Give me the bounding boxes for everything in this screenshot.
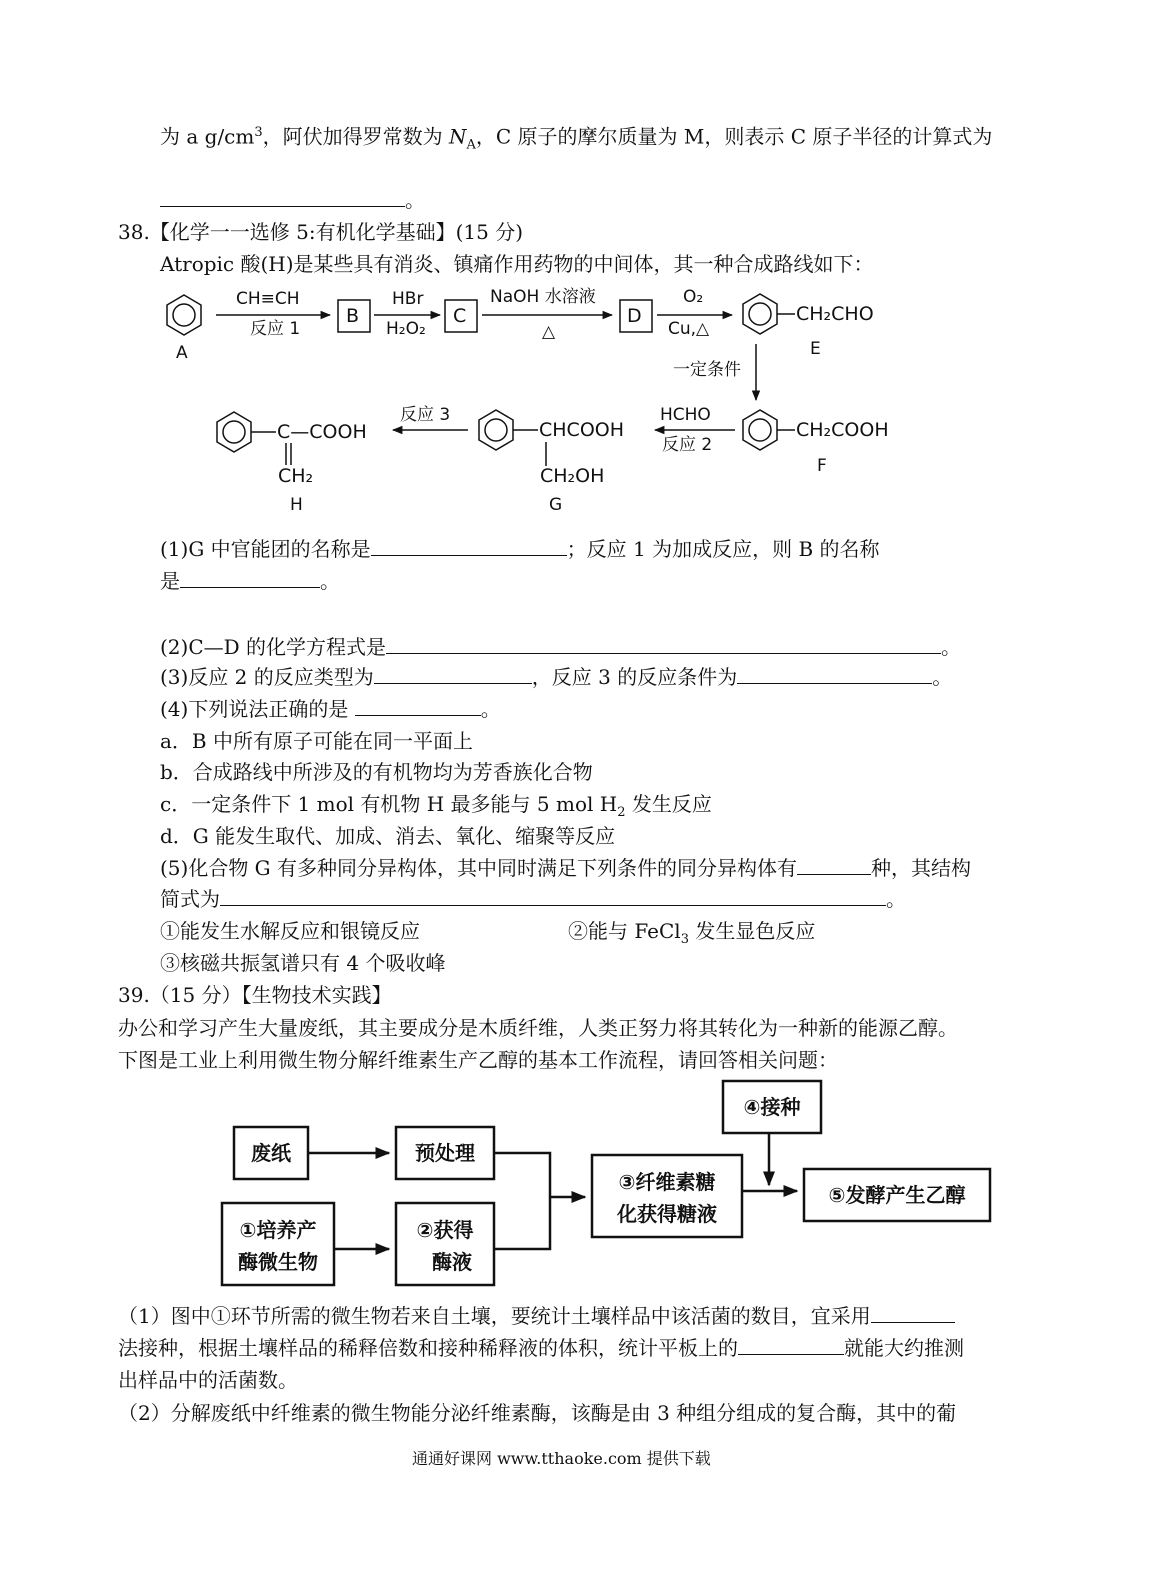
benzene-ring-icon [479,410,513,450]
group-E: CH₂CHO [796,303,874,325]
q38-part1-cont: 是 。 [160,569,340,593]
q39-intro-1: 办公和学习产生大量废纸，其主要成分是木质纤维，人类正努力将其转化为一种新的能源乙醇。 [118,1016,958,1040]
flow-fermentation: ⑤发酵产生乙醇 [828,1183,966,1207]
answer-blank[interactable] [374,665,532,684]
group-H: C—COOH [277,421,367,443]
process-flowchart [200,1075,1000,1297]
condition-1: ①能发生水解反应和银镜反应 [160,919,420,943]
flow-sugar-line2: 化获得糖液 [617,1202,717,1226]
q39-part1-cont: 法接种，根据土壤样品的稀释倍数和接种稀释液的体积，统计平板上的 就能大约推测 [118,1336,964,1360]
q38-part2: (2)C—D 的化学方程式是 。 [160,635,962,659]
option-d: d．G 能发生取代、加成、消去、氧化、缩聚等反应 [160,824,616,848]
heat-symbol: △ [542,322,556,342]
q39-heading: 39.（15 分）【生物技术实践】 [118,983,392,1007]
q37-answer-line: 。 [160,188,425,212]
condition-2: ②能与 FeCl$_3$ 发生显色反应 [568,919,816,947]
group-G: CHCOOH [539,419,625,441]
flow-enzyme-line2: 酶液 [432,1250,472,1274]
option-c: c．一定条件下 1 mol 有机物 H 最多能与 5 mol $H_2$ 发生反应 [160,792,712,820]
reagent-O2: O₂ [683,287,704,307]
option-a: a．B 中所有原子可能在同一平面上 [160,729,473,753]
q37-line1: 为 a $g/cm^3$，阿伏加得罗常数为 $N_A$，C 原子的摩尔质量为 M，则表示 C 原子半径的计算式为 [160,124,993,153]
benzene-ring-icon [217,412,251,452]
reaction-2-label: 反应 2 [662,435,713,455]
reagent-NaOH: NaOH 水溶液 [490,287,596,307]
reaction-1-label: 反应 1 [250,319,301,339]
reaction-3-label: 反应 3 [400,405,451,425]
answer-blank[interactable] [160,188,405,207]
answer-blank[interactable] [371,537,567,556]
reagent-HBr: HBr [392,289,424,309]
condition-3: ③核磁共振氢谱只有 4 个吸收峰 [160,951,446,975]
group-G-sub: CH₂OH [540,465,605,487]
answer-blank[interactable] [355,697,481,716]
box-D: D [627,305,642,327]
reagent-Cu-heat: Cu,△ [668,319,710,339]
q39-part2: （2）分解废纸中纤维素的微生物能分泌纤维素酶，该酶是由 3 种组分组成的复合酶，其中的葡 [118,1401,957,1425]
benzene-ring-icon [743,410,777,450]
reagent-HCHO: HCHO [660,405,711,425]
q38-part3: (3)反应 2 的反应类型为 ，反应 3 的反应条件为 。 [160,665,953,689]
answer-blank[interactable] [738,1336,844,1355]
benzene-ring-icon [743,294,777,334]
q39-intro-2: 下图是工业上利用微生物分解纤维素生产乙醇的基本工作流程，请回答相关问题： [118,1048,838,1072]
synthesis-scheme [150,282,930,518]
flow-waste-paper: 废纸 [251,1141,291,1165]
label-H: H [290,495,303,515]
q38-part1: (1)G 中官能团的名称是 ；反应 1 为加成反应，则 B 的名称 [160,537,880,561]
answer-blank[interactable] [180,569,320,588]
reagent-H2O2: H₂O₂ [386,319,426,339]
box-B: B [346,305,360,327]
flow-sugar-line1: ③纤维素糖 [618,1170,716,1194]
answer-blank[interactable] [871,1304,955,1323]
reagent-acetylene: CH≡CH [236,289,300,309]
q39-part1: （1）图中①环节所需的微生物若来自土壤，要统计土壤样品中该活菌的数目，宜采用 [118,1304,955,1328]
q38-part5-cont: 简式为 。 [160,887,906,911]
flow-pretreatment: 预处理 [415,1141,475,1165]
answer-blank[interactable] [220,887,886,906]
label-F: F [817,456,827,476]
option-b: b．合成路线中所涉及的有机物均为芳香族化合物 [160,760,593,784]
condition-label: 一定条件 [673,360,741,380]
box-C: C [453,305,467,327]
benzene-ring-icon [167,295,201,335]
answer-blank[interactable] [737,665,932,684]
group-F: CH₂COOH [796,419,889,441]
answer-blank[interactable] [386,635,941,654]
q38-intro: Atropic 酸(H)是某些具有消炎、镇痛作用药物的中间体，其一种合成路线如下： [160,252,874,276]
flow-inoculate: ④接种 [743,1095,801,1119]
flow-enzyme-line1: ②获得 [416,1218,474,1242]
page-footer: 通通好课网 www.tthaoke.com 提供下载 [412,1449,711,1468]
q39-part1-end: 出样品中的活菌数。 [118,1368,298,1392]
flow-culture-line1: ①培养产 [239,1218,317,1242]
answer-blank[interactable] [797,856,871,875]
q38-part5: (5)化合物 G 有多种同分异构体，其中同时满足下列条件的同分异构体有 种，其结构 [160,856,972,880]
flow-culture-line2: 酶微生物 [238,1250,318,1274]
label-E: E [810,339,821,359]
label-G: G [549,495,563,515]
q38-part4: (4)下列说法正确的是 。 [160,697,501,721]
q38-heading: 38.【化学一一选修 5:有机化学基础】(15 分) [118,220,524,244]
label-A: A [176,343,188,363]
group-H-sub: CH₂ [278,465,314,487]
